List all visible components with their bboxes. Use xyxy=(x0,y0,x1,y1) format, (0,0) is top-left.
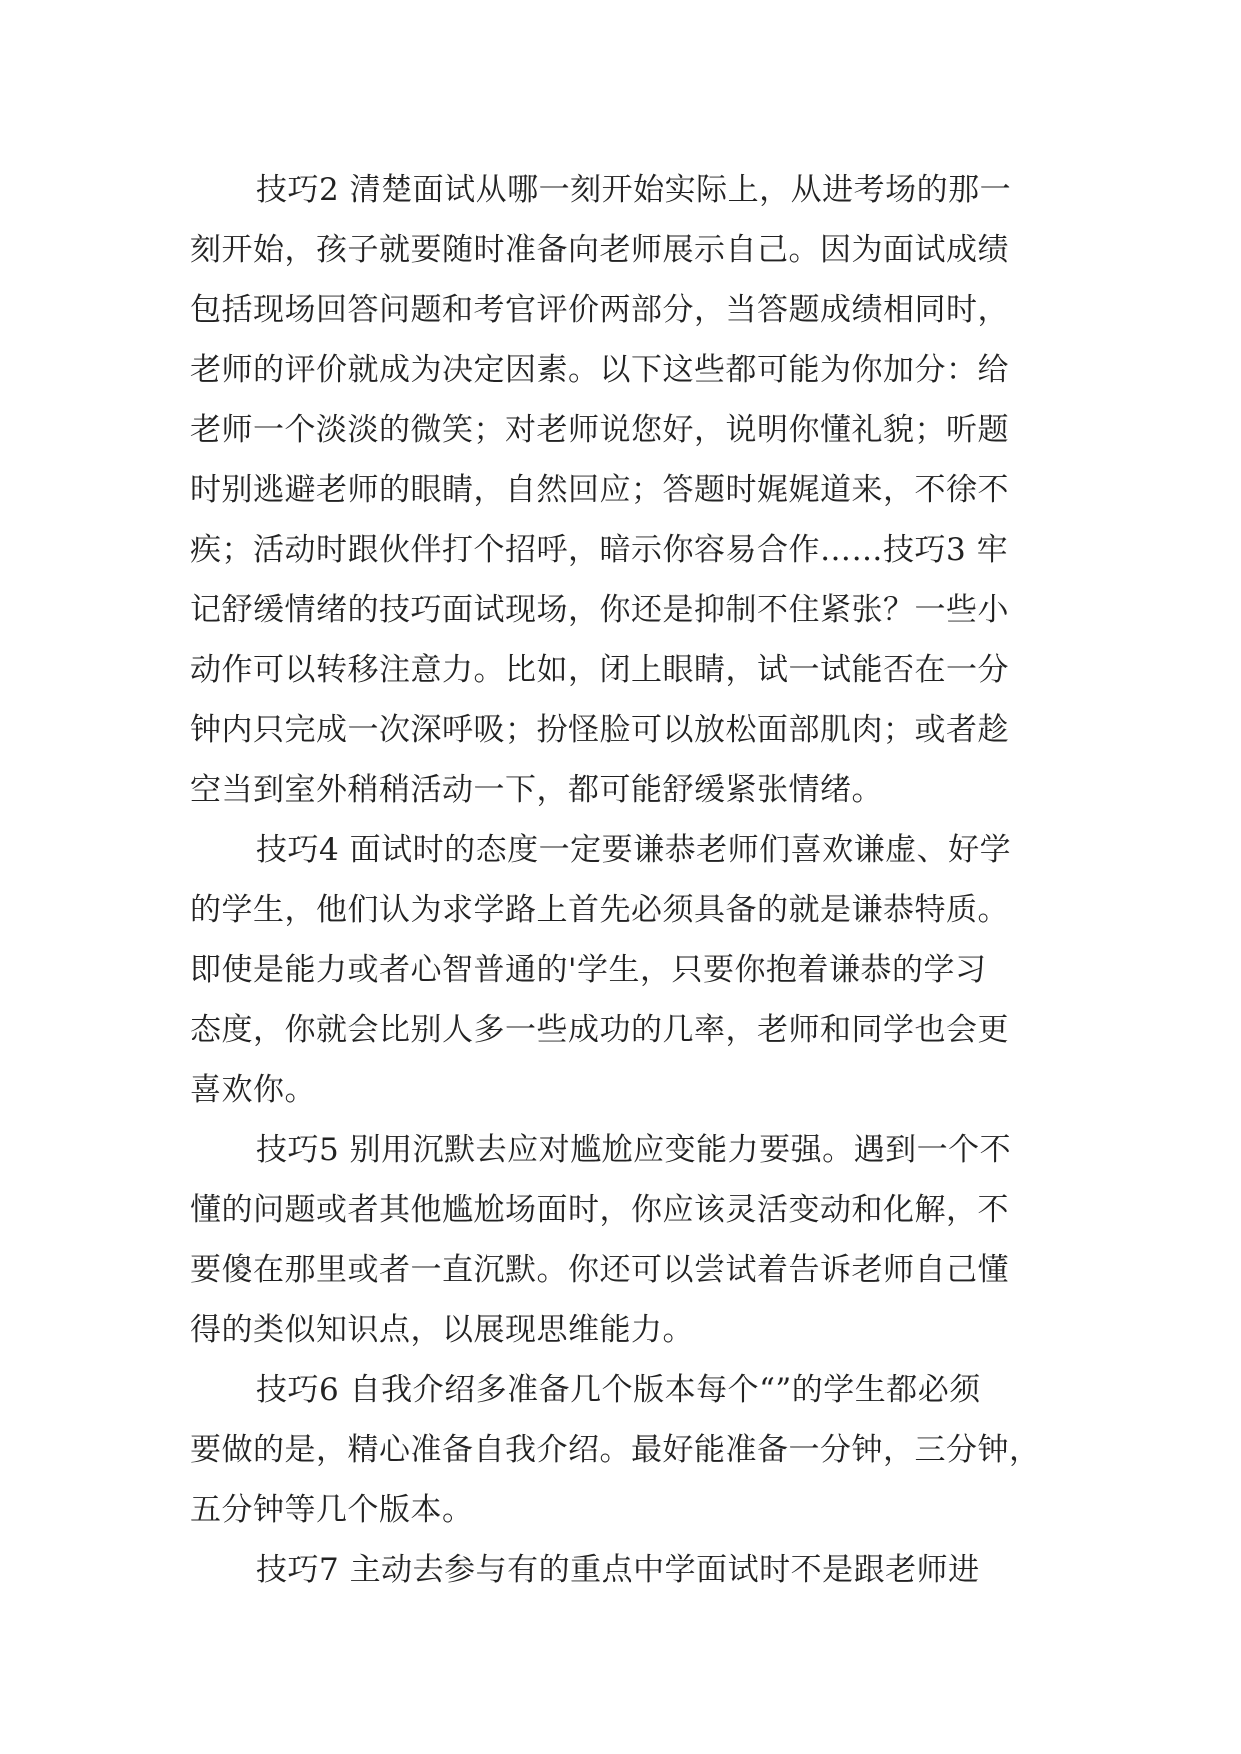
text-line: 刻开始，孩子就要随时准备向老师展示自己。因为面试成绩 xyxy=(190,232,1009,268)
text-line: 技巧6 自我介绍多准备几个版本每个“”的学生都必须 xyxy=(256,1372,981,1408)
text-line: 要傻在那里或者一直沉默。你还可以尝试着告诉老师自己懂 xyxy=(190,1252,1009,1288)
text-line: 时别逃避老师的眼睛，自然回应；答题时娓娓道来，不徐不 xyxy=(190,472,1009,508)
text-line: 老师的评价就成为决定因素。以下这些都可能为你加分：给 xyxy=(190,352,1009,388)
document-body xyxy=(190,160,1055,1600)
text-line: 技巧2 清楚面试从哪一刻开始实际上，从进考场的那一 xyxy=(256,172,1012,208)
text-line: 记舒缓情绪的技巧面试现场，你还是抑制不住紧张？一些小 xyxy=(190,592,1009,628)
text-line: 空当到室外稍稍活动一下，都可能舒缓紧张情绪。 xyxy=(190,772,883,808)
text-line: 要做的是，精心准备自我介绍。最好能准备一分钟，三分钟， xyxy=(190,1432,1041,1468)
text-line: 包括现场回答问题和考官评价两部分，当答题成绩相同时， xyxy=(190,292,1009,328)
text-line: 喜欢你。 xyxy=(190,1072,316,1108)
text-line: 动作可以转移注意力。比如，闭上眼睛，试一试能否在一分 xyxy=(190,652,1009,688)
text-line: 五分钟等几个版本。 xyxy=(190,1492,474,1528)
text-line: 得的类似知识点，以展现思维能力。 xyxy=(190,1312,694,1348)
text-line: 技巧4 面试时的态度一定要谦恭老师们喜欢谦虚、好学 xyxy=(256,832,1012,868)
text-line: 疾；活动时跟伙伴打个招呼，暗示你容易合作……技巧3 牢 xyxy=(190,532,1009,568)
text-line: 即使是能力或者心智普通的'学生，只要你抱着谦恭的学习 xyxy=(190,952,987,988)
text-line: 钟内只完成一次深呼吸；扮怪脸可以放松面部肌肉；或者趁 xyxy=(190,712,1009,748)
text-line: 的学生，他们认为求学路上首先必须具备的就是谦恭特质。 xyxy=(190,892,1009,928)
text-line: 老师一个淡淡的微笑；对老师说您好，说明你懂礼貌；听题 xyxy=(190,412,1009,448)
text-line: 态度，你就会比别人多一些成功的几率，老师和同学也会更 xyxy=(190,1012,1009,1048)
text-line: 技巧5 别用沉默去应对尴尬应变能力要强。遇到一个不 xyxy=(256,1132,1012,1168)
text-line: 技巧7 主动去参与有的重点中学面试时不是跟老师进 xyxy=(256,1552,980,1588)
text-line: 懂的问题或者其他尴尬场面时，你应该灵活变动和化解，不 xyxy=(190,1192,1009,1228)
